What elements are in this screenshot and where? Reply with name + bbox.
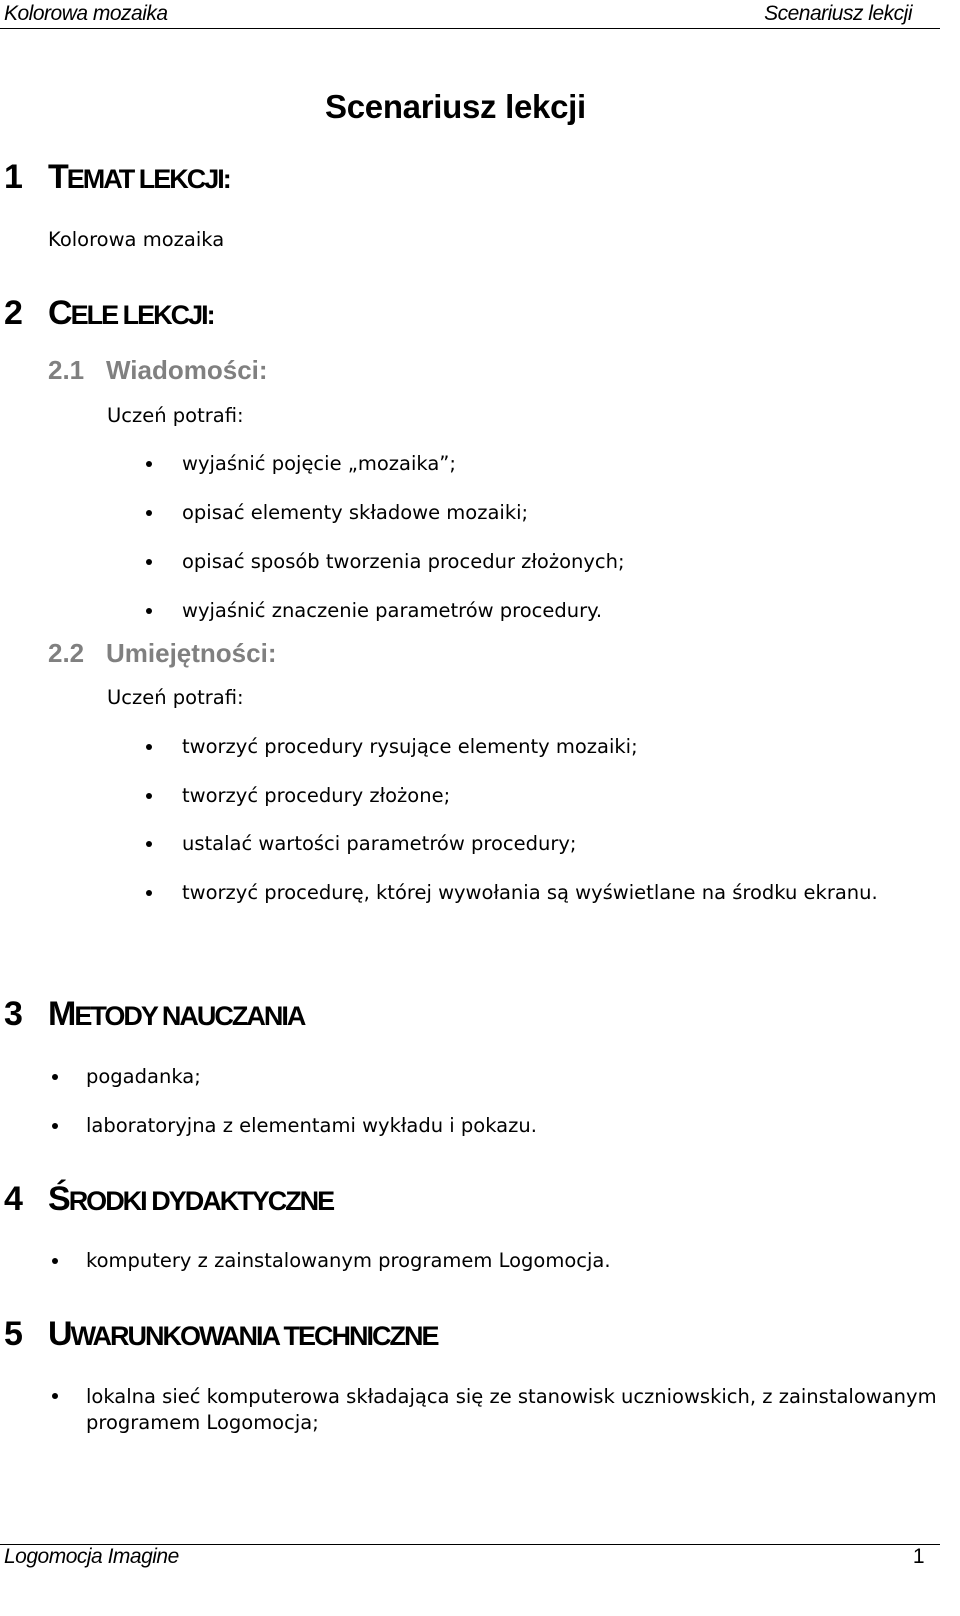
bullet-icon xyxy=(146,744,152,750)
bullet-icon xyxy=(146,461,152,467)
bullet-icon xyxy=(146,793,152,799)
header-doc-type: Scenariusz lekcji xyxy=(764,2,912,25)
section-number: 5 xyxy=(4,1315,23,1353)
section-heading-1: 1 TEMAT LEKCJI: xyxy=(4,158,230,196)
section-number: 4 xyxy=(4,1180,23,1218)
section-heading-3: 3 METODY NAUCZANIA xyxy=(4,995,305,1033)
bullet-icon xyxy=(52,1393,58,1399)
section-heading-2: 2 CELE LEKCJI: xyxy=(4,294,214,332)
bullet-icon xyxy=(52,1258,58,1264)
bullet-icon xyxy=(146,841,152,847)
section-heading-5: 5 UWARUNKOWANIA TECHNICZNE xyxy=(4,1315,438,1353)
subsection-2-2-intro: Uczeń potrafi: xyxy=(107,686,244,709)
subsection-heading-2-1: 2.1 Wiadomości: xyxy=(48,355,268,385)
section-number: 2 xyxy=(4,294,23,332)
subsection-heading-2-2: 2.2 Umiejętności: xyxy=(48,638,277,668)
section-number: 1 xyxy=(4,158,23,196)
bullet-icon xyxy=(52,1074,58,1080)
section-1-body: Kolorowa mozaika xyxy=(48,228,225,251)
subsection-2-1-intro: Uczeń potrafi: xyxy=(107,404,244,427)
bullet-icon xyxy=(146,559,152,565)
bullet-icon xyxy=(146,608,152,614)
page-number: 1 xyxy=(912,1545,924,1568)
header-doc-title: Kolorowa mozaika xyxy=(4,2,168,25)
bullet-icon xyxy=(146,510,152,516)
footer-product: Logomocja Imagine xyxy=(4,1545,179,1568)
header-rule xyxy=(0,28,940,29)
page-title: Scenariusz lekcji xyxy=(325,88,586,125)
section-number: 3 xyxy=(4,995,23,1033)
bullet-icon xyxy=(52,1123,58,1129)
section-heading-4: 4 ŚRODKI DYDAKTYCZNE xyxy=(4,1180,334,1218)
bullet-icon xyxy=(146,890,152,896)
